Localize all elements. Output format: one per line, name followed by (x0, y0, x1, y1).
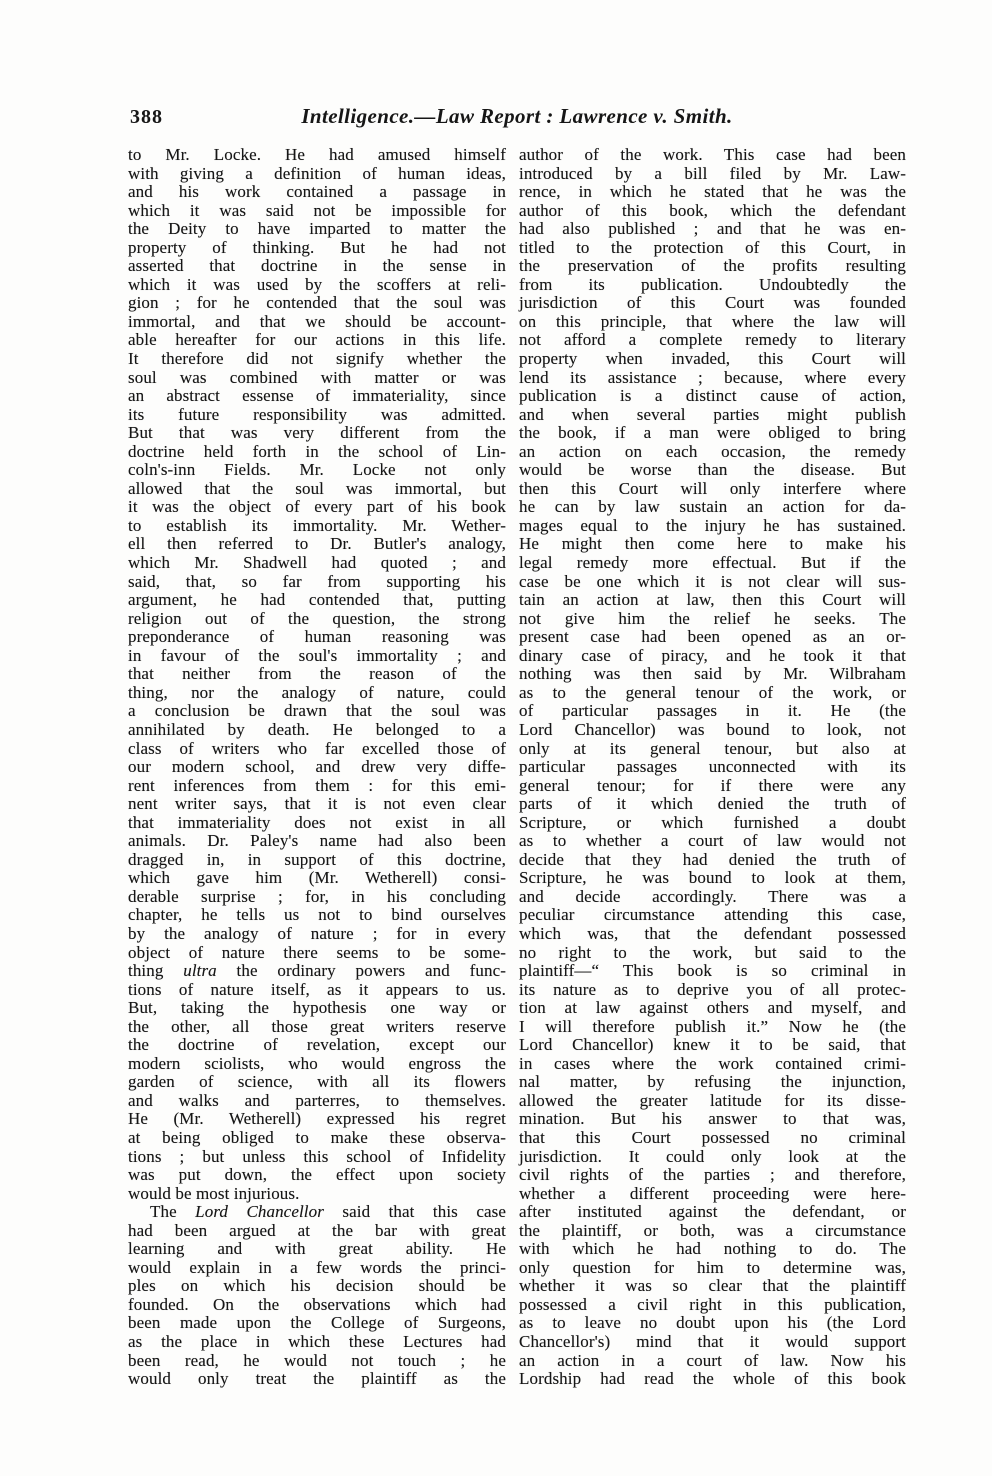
text-line: and walks and parterres, to themselves. (128, 1090, 506, 1110)
text-line: the doctrine of revelation, except our (128, 1035, 506, 1055)
text-line: was put down, the effect upon society (128, 1165, 506, 1185)
text-line: author of the work. This case had been (519, 145, 906, 164)
text-line: titled to the protection of this Court, in (519, 237, 906, 257)
text-column-left (128, 146, 506, 1389)
text-line: tion at law against others and myself, and (519, 998, 906, 1018)
text-line: which gave him (Mr. Wetherell) consi- (128, 868, 506, 888)
paragraph (519, 146, 906, 1389)
text-line: Scripture, he was bound to look at them, (519, 868, 906, 888)
text-line: property when invaded, this Court will (519, 349, 906, 369)
text-line: gion ; for he contended that the soul was (128, 293, 506, 313)
text-line: been made upon the College of Surgeons, (128, 1313, 506, 1333)
paragraph (128, 1203, 506, 1388)
text-line: to establish its immortality. Mr. Wether- (128, 515, 506, 535)
text-line: thing, nor the analogy of nature, could (128, 682, 506, 702)
text-line: case be one which it is not clear will sus- (519, 571, 906, 591)
text-line: only at its general tenour, but also at (519, 738, 906, 758)
text-line: would explain in a few words the princi- (128, 1257, 506, 1277)
text-line: Lord Chancellor) knew it to be said, that (519, 1035, 906, 1055)
text-line: it was the object of every part of his book (128, 497, 506, 517)
text-line: present case had been opened as an or- (519, 627, 906, 647)
text-line: rent inferences from them : for this emi- (128, 775, 506, 795)
text-line: as to whether a court of law would not (519, 831, 906, 851)
text-line: particular passages unconnected with its (519, 757, 906, 777)
text-line: It therefore did not signify whether the (128, 349, 506, 369)
text-line: that immateriality does not exist in all (128, 812, 506, 832)
text-line: legal remedy more effectual. But if the (519, 553, 906, 573)
text-line: which was, that the defendant possessed (519, 923, 906, 943)
text-line: with giving a definition of human ideas, (128, 163, 506, 183)
text-line: dragged in, in support of this doctrine, (128, 849, 506, 869)
text-line: annihilated by death. He belonged to a (128, 719, 506, 739)
text-line: the book, if a man were obliged to bring (519, 423, 906, 443)
text-line: doctrine held forth in the school of Lin- (128, 441, 506, 461)
text-line: introduced by a bill filed by Mr. Law- (519, 163, 906, 183)
page-number: 388 (130, 106, 163, 128)
text-line: Chancellor's) mind that it would support (519, 1332, 906, 1351)
text-line: then this Court will only interfere where (519, 478, 906, 498)
text-line: not afford a complete remedy to literary (519, 330, 906, 350)
text-line: Scripture, or which furnished a doubt (519, 812, 906, 832)
text-line: as the place in which these Lectures had (128, 1332, 506, 1351)
text-line: ell then referred to Dr. Butler's analogy, (128, 534, 506, 554)
text-line: coln's-inn Fields. Mr. Locke not only (128, 460, 506, 480)
text-line: not give him the relief he seeks. The (519, 608, 906, 628)
text-line: the Deity to have imparted to matter the (128, 219, 506, 239)
text-line: had also published ; and that he was en- (519, 219, 906, 239)
text-line: the preservation of the profits resulting (519, 256, 906, 276)
text-line: The Lord Chancellor said that this case (150, 1202, 506, 1222)
text-line: Lord Chancellor) was bound to look, not (519, 719, 906, 739)
text-column-right (519, 146, 906, 1389)
text-line: a conclusion be drawn that the soul was (128, 701, 506, 721)
text-line: chapter, he tells us not to bind ourselves (128, 905, 506, 925)
text-line: been read, he would not touch ; he (128, 1350, 506, 1370)
text-line: nal matter, by refusing the injunction, (519, 1072, 906, 1092)
text-line: tions ; but unless this school of Infidelity (128, 1146, 506, 1166)
text-line: would only treat the plaintiff as the (128, 1369, 506, 1389)
text-line: only question for him to determine was, (519, 1257, 906, 1277)
text-line: tain an action at law, then this Court will (519, 590, 906, 610)
text-line: thing ultra the ordinary powers and func- (128, 961, 506, 981)
text-line: an abstract essense of immateriality, since (128, 386, 506, 406)
text-line: in favour of the soul's immortality ; and (128, 645, 506, 665)
text-line: as to the general tenour of the work, or (519, 682, 906, 702)
text-line: whether a different proceeding were here- (519, 1183, 906, 1203)
text-line: immortal, and that we should be account- (128, 311, 506, 331)
text-line: as to leave no doubt upon his (the Lord (519, 1313, 906, 1333)
text-line: tions of nature itself, as it appears to us. (128, 979, 506, 999)
text-line: animals. Dr. Paley's name had also been (128, 831, 506, 851)
text-line: its nature as to deprive you of all protec- (519, 979, 906, 999)
text-line: soul was combined with matter or was (128, 367, 506, 387)
text-line: that this Court possessed no criminal (519, 1127, 906, 1147)
text-line: plaintiff—“ This book is so criminal in (519, 961, 906, 981)
text-line: class of writers who far excelled those of (128, 738, 506, 758)
text-line: But, taking the hypothesis one way or (128, 998, 506, 1018)
text-line: nent writer says, that it is not even clear (128, 794, 506, 814)
text-line: whether it was so clear that the plaintiff (519, 1276, 906, 1296)
text-line: the other, all those great writers reserve (128, 1016, 506, 1036)
text-line: that neither from the reason of the (128, 664, 506, 684)
text-line: allowed the greater latitude for its disse- (519, 1090, 906, 1110)
text-line: He might then come here to make his (519, 534, 906, 554)
text-line: He (Mr. Wetherell) expressed his regret (128, 1109, 506, 1129)
text-line: the plaintiff, or both, was a circumstance (519, 1220, 906, 1240)
text-line: learning and with great ability. He (128, 1239, 506, 1259)
text-line: our modern school, and drew very diffe- (128, 757, 506, 777)
text-line: he can by law sustain an action for da- (519, 497, 906, 517)
text-line: an action on each occasion, the remedy (519, 441, 906, 461)
text-line: dinary case of piracy, and he took it that (519, 645, 906, 665)
text-line: religion out of the question, the strong (128, 608, 506, 628)
text-line: would be most injurious. (128, 1183, 300, 1203)
page-title: Intelligence.—Law Report : Lawrence v. Smith. (301, 104, 733, 128)
text-line: to Mr. Locke. He had amused himself (128, 145, 506, 164)
text-line: jurisdiction of this Court was founded (519, 293, 906, 313)
text-line: derable surprise ; for, in his concluding (128, 886, 506, 906)
text-line: would be worse than the disease. But (519, 460, 906, 480)
text-line: ples on which his decision should be (128, 1276, 506, 1296)
text-line: which Mr. Shadwell had quoted ; and (128, 553, 506, 573)
text-line: said, that, so far from supporting his (128, 571, 506, 591)
text-line: lend its assistance ; because, where every (519, 367, 906, 387)
text-line: peculiar circumstance attending this case, (519, 905, 906, 925)
text-line: had been argued at the bar with great (128, 1220, 506, 1240)
text-line: general tenour; for if there were any (519, 775, 906, 795)
text-line: by the analogy of nature ; for in every (128, 923, 506, 943)
text-line: civil rights of the parties ; and therefore, (519, 1165, 906, 1185)
text-line: decide that they had denied the truth of (519, 849, 906, 869)
text-line: founded. On the observations which had (128, 1294, 506, 1314)
text-line: author of this book, which the defendant (519, 200, 906, 220)
text-line: and his work contained a passage in (128, 182, 506, 202)
text-line: jurisdiction. It could only look at the (519, 1146, 906, 1166)
text-line: property of thinking. But he had not (128, 237, 506, 257)
text-line: garden of science, with all its flowers (128, 1072, 506, 1092)
text-line: and decide accordingly. There was a (519, 886, 906, 906)
text-line: which it was said not be impossible for (128, 200, 506, 220)
text-line: and when several parties might publish (519, 404, 906, 424)
text-line: argument, he had contended that, putting (128, 590, 506, 610)
text-line: publication is a distinct cause of action, (519, 386, 906, 406)
text-line: asserted that doctrine in the sense in (128, 256, 506, 276)
text-line: parts of it which denied the truth of (519, 794, 906, 814)
text-line: on this principle, that where the law will (519, 311, 906, 331)
text-line: of particular passages in it. He (the (519, 701, 906, 721)
page-header (128, 104, 906, 138)
text-line: modern sciolists, who would engross the (128, 1053, 506, 1073)
text-line: which it was used by the scoffers at reli- (128, 274, 506, 294)
text-line: preponderance of human reasoning was (128, 627, 506, 647)
text-line: object of nature there seems to be some- (128, 942, 506, 962)
text-line: mination. But his answer to that was, (519, 1109, 906, 1129)
text-line: nothing was then said by Mr. Wilbraham (519, 664, 906, 684)
text-line: after instituted against the defendant, or (519, 1202, 906, 1222)
text-line: no right to the work, but said to the (519, 942, 906, 962)
text-line: But that was very different from the (128, 423, 506, 443)
paragraph (128, 146, 506, 1203)
text-line: mages equal to the injury he has sustained. (519, 515, 906, 535)
text-line: with which he had nothing to do. The (519, 1239, 906, 1259)
text-line: at being obliged to make these observa- (128, 1127, 506, 1147)
text-line: I will therefore publish it.” Now he (the (519, 1016, 906, 1036)
text-line: Lordship had read the whole of this book (519, 1369, 906, 1389)
text-line: in cases where the work contained crimi- (519, 1053, 906, 1073)
text-line: from its publication. Undoubtedly the (519, 274, 906, 294)
text-line: rence, in which he stated that he was the (519, 182, 906, 202)
text-line: possessed a civil right in this publication, (519, 1294, 906, 1314)
text-line: allowed that the soul was immortal, but (128, 478, 506, 498)
text-line: able hereafter for our actions in this life. (128, 330, 506, 350)
text-line: an action in a court of law. Now his (519, 1350, 906, 1370)
text-line: its future responsibility was admitted. (128, 404, 506, 424)
